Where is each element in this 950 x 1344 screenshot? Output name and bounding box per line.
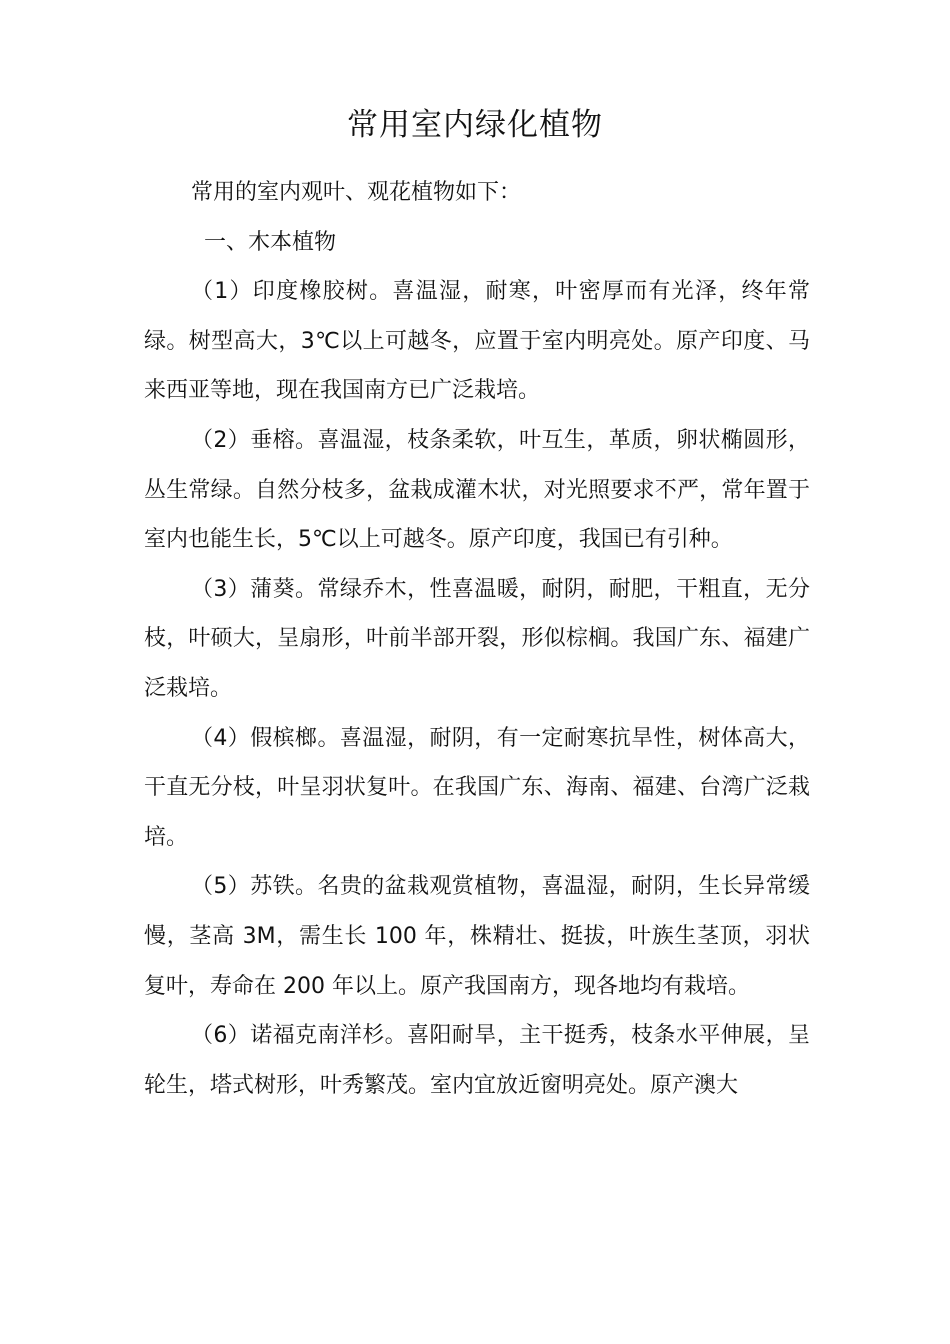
document-title: 常用室内绿化植物 (347, 107, 603, 143)
paragraph-weeping-fig: （2）垂榕。喜温湿，枝条柔软，叶互生，革质，卵状椭圆形，丛生常绿。自然分枝多，盆栽成灌木状，对光照要求不严，常年置于室内也能生长，5℃以上可越冬。原产印度，我国已有引种。 (144, 427, 810, 553)
paragraph-chinese-fan-palm: （3）蒲葵。常绿乔木，性喜温暖，耐阴，耐肥，干粗直，无分枝，叶硕大，呈扇形，叶前半部开裂，形似棕榈。我国广东、福建广泛栽培。 (144, 576, 810, 701)
section-heading: 一、木本植物 (204, 229, 337, 255)
paragraph-rubber-tree: （1）印度橡胶树。喜温湿，耐寒，叶密厚而有光泽，终年常绿。树型高大，3℃以上可越冬，应置于室内明亮处。原产印度、马来西亚等地，现在我国南方已广泛栽培。 (144, 279, 810, 404)
paragraph-sago-palm: （5）苏铁。名贵的盆栽观赏植物，喜温湿，耐阴，生长异常缓慢，茎高 3M，需生长 100 年，株精壮、挺拔，叶族生茎顶，羽状复叶，寿命在 200 年以上。原产我国南方，现各地均有栽培。 (144, 874, 810, 999)
document-body (144, 168, 810, 1110)
intro-paragraph: 常用的室内观叶、观花植物如下： (191, 180, 522, 205)
paragraph-norfolk-pine: （6）诺福克南洋杉。喜阳耐旱，主干挺秀，枝条水平伸展，呈轮生，塔式树形，叶秀繁茂。室内宜放近窗明亮处。原产澳大 (144, 1023, 810, 1098)
paragraph-king-palm: （4）假槟榔。喜温湿，耐阴，有一定耐寒抗旱性，树体高大，干直无分枝，叶呈羽状复叶。在我国广东、海南、福建、台湾广泛栽培。 (144, 725, 810, 850)
